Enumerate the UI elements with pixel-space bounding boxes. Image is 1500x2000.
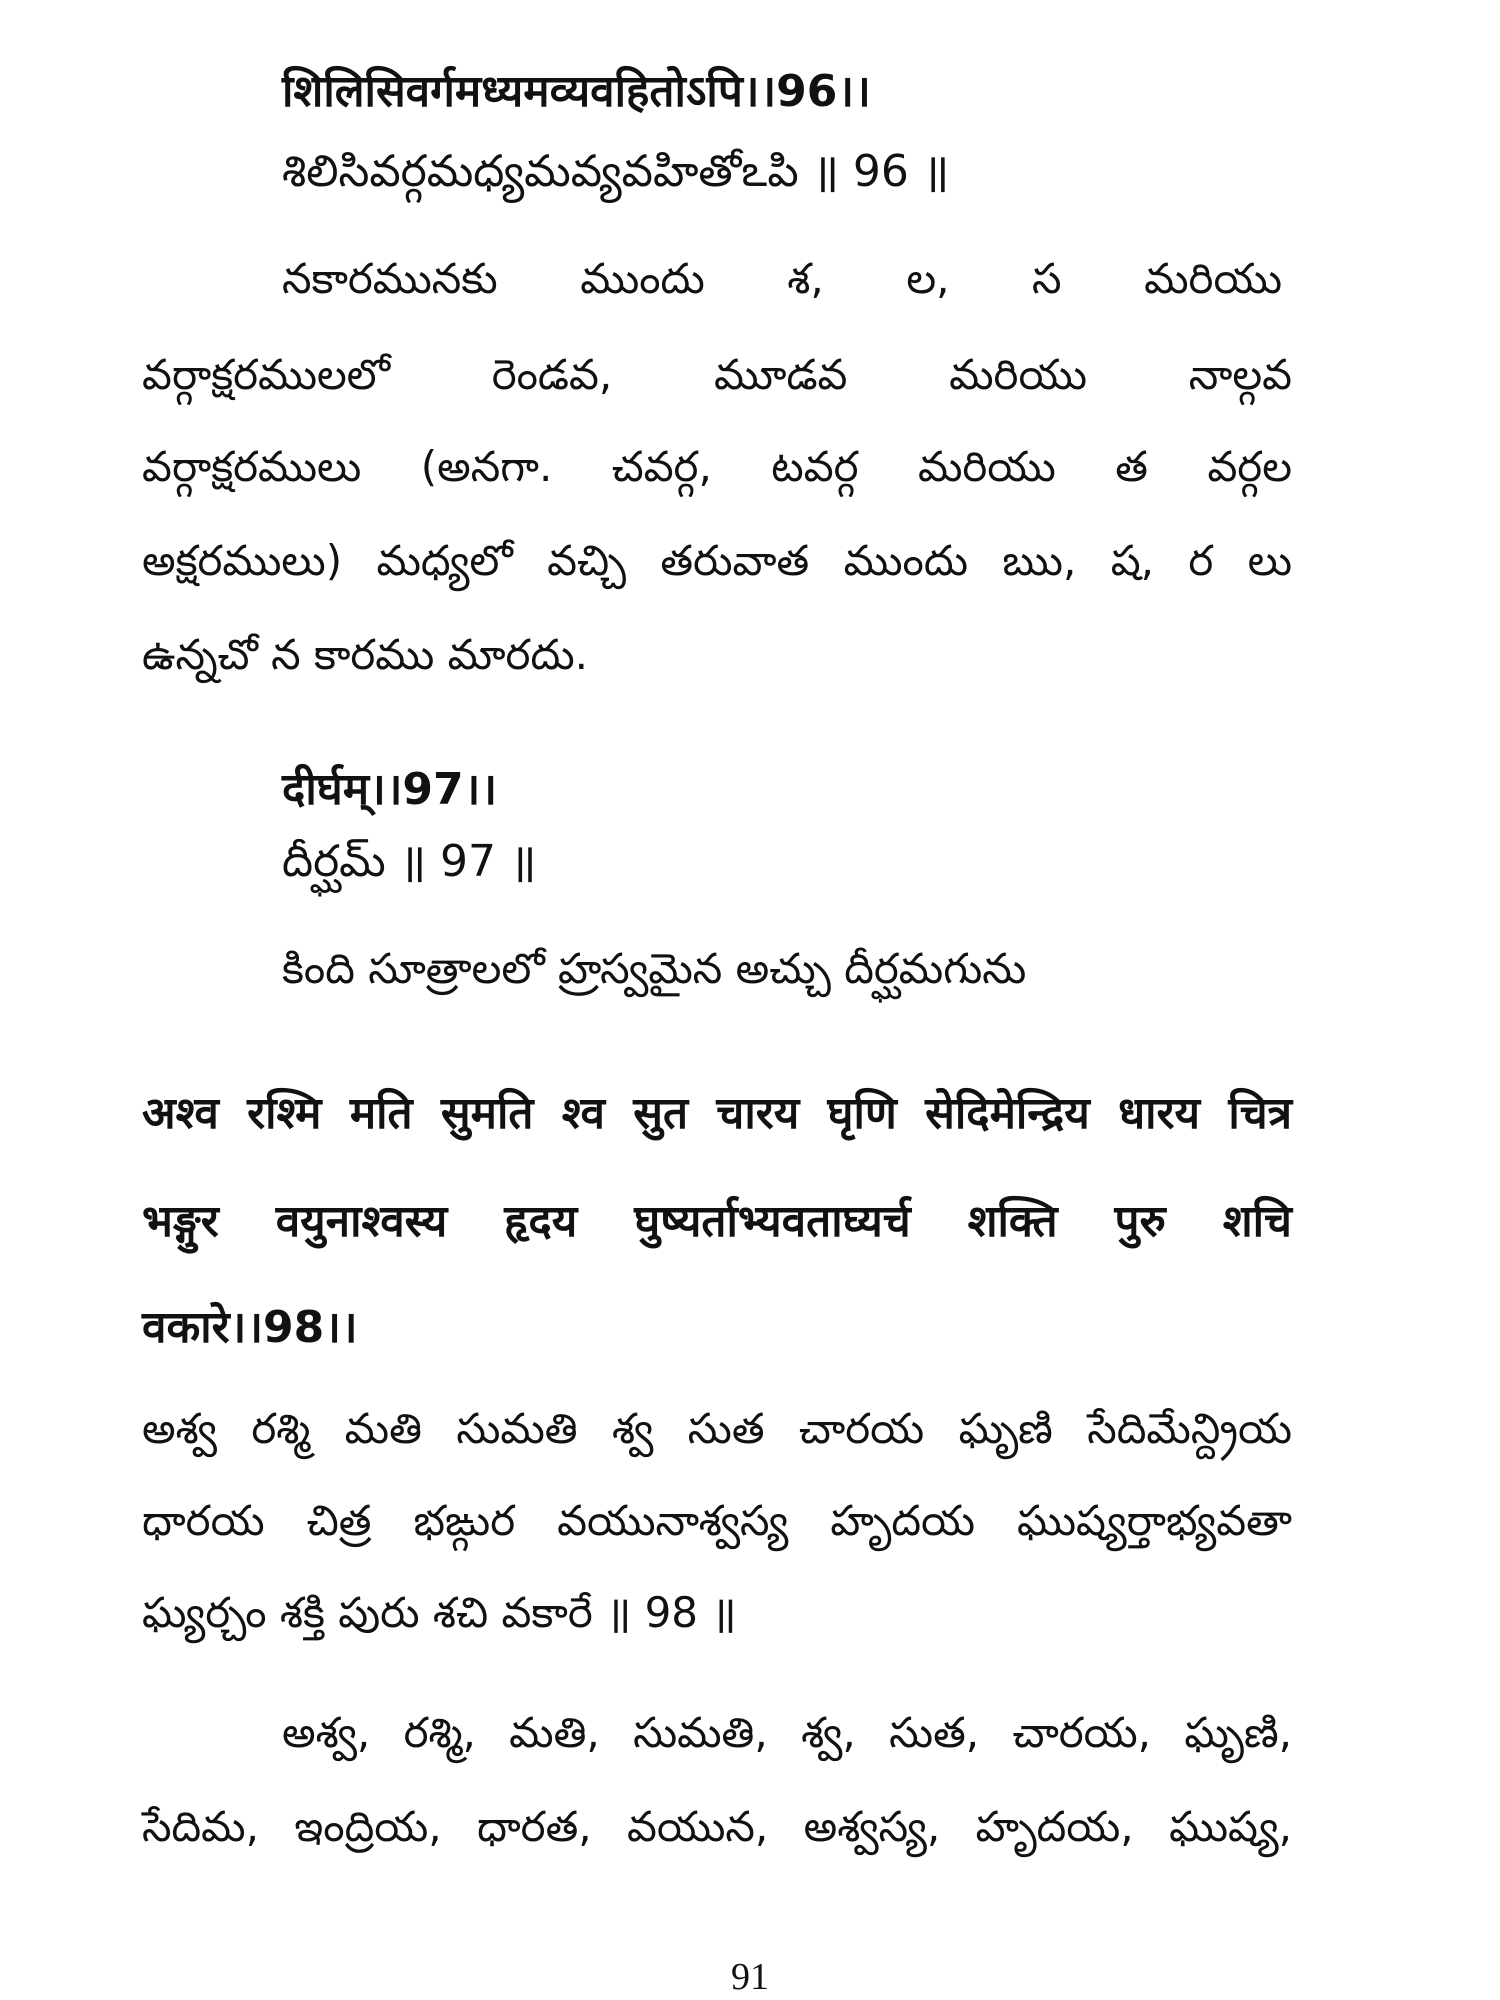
explanation-96-line-3: వర్గాక్షరములు (అనగా. చవర్గ, టవర్గ మరియు త వర్గల [142, 442, 1292, 491]
sutra-98-telugu-line-2: ధారయ చిత్ర భఙ్గుర వయునాశ్వస్య హృదయ ఘుష్యర్తాభ్యవతా [142, 1496, 1292, 1545]
explanation-98-line-2: సేదిమ, ఇంద్రియ, ధారత, వయున, అశ్వస్య, హృదయ, ఘుష్య, [142, 1802, 1292, 1851]
explanation-97: కింది సూత్రాలలో హ్రస్వమైన అచ్చు దీర్ఘమగును [282, 944, 1027, 993]
sutra-97-devanagari: दीर्घम्।।97।। [282, 764, 498, 815]
sutra-96-devanagari: शिलिसिवर्गमध्यमव्यवहितोऽपि।।96।। [282, 66, 871, 117]
explanation-96-line-2: వర్గాక్షరములలో రెండవ, మూడవ మరియు నాల్గవ [142, 350, 1292, 399]
sutra-98-devanagari-line-2: भङ्गुर वयुनाश्वस्य हृदय घुष्यर्ताभ्यवताघ्यर्च शक्ति पुरु शचि [142, 1196, 1292, 1247]
page-number: 91 [731, 1956, 769, 1998]
sutra-98-devanagari-line-3: वकारे।।98।। [142, 1302, 358, 1353]
explanation-96-line-5: ఉన్నచో న కారము మారదు. [142, 630, 588, 679]
explanation-98-line-1: అశ్వ, రశ్మి, మతి, సుమతి, శ్వ, సుత, చారయ, ఘృణి, [282, 1708, 1292, 1757]
sutra-98-telugu-line-1: అశ్వ రశ్మి మతి సుమతి శ్వ సుత చారయ ఘృణి సేదిమేన్ద్రియ [142, 1404, 1292, 1453]
sutra-97-telugu: దీర్ఘమ్ ॥ 97 ॥ [282, 836, 537, 887]
explanation-96-line-1: నకారమునకు ముందు శ, ల, స మరియు [282, 254, 1282, 303]
explanation-96-line-4: అక్షరములు) మధ్యలో వచ్చి తరువాత ముందు ఋ, ష, ర లు [142, 536, 1292, 585]
sutra-96-telugu: శిలిసివర్గమధ్యమవ్యవహితోఽపి ॥ 96 ॥ [282, 146, 950, 197]
sutra-98-telugu-line-3: ఘ్యర్చం శక్తి పురు శచి వకారే ॥ 98 ॥ [142, 1588, 737, 1637]
sutra-98-devanagari-line-1: अश्व रश्मि मति सुमति श्व सुत चारय घृणि सेदिमेन्द्रिय धारय चित्र [142, 1088, 1292, 1139]
